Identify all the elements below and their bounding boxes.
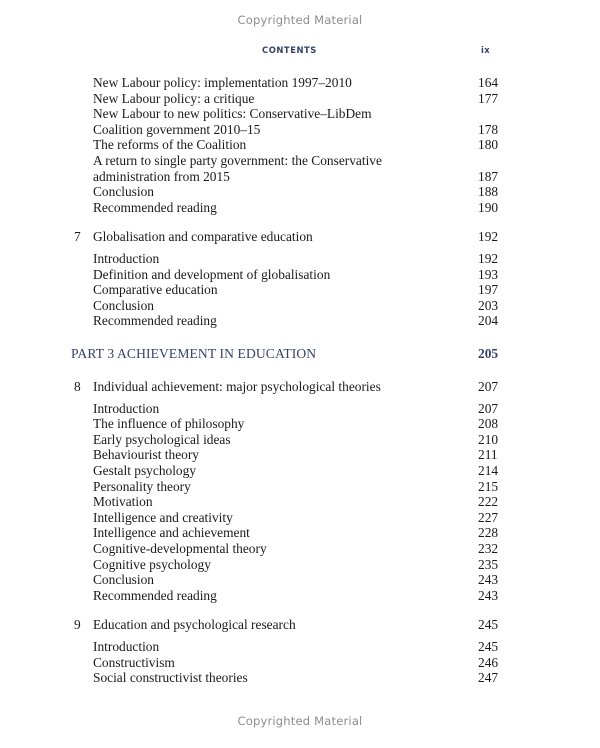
toc-entry-page: 215 — [478, 478, 499, 494]
toc-section-chapter-8 — [0, 379, 600, 604]
toc-entry-page: 204 — [478, 313, 499, 329]
toc-part-title: PART 3 ACHIEVEMENT IN EDUCATION — [71, 345, 317, 361]
toc-entry[interactable] — [0, 267, 600, 283]
toc-entry[interactable] — [0, 184, 600, 200]
toc-part-page: 205 — [478, 345, 499, 361]
part-gap-after — [0, 362, 600, 379]
toc-entry-label: Personality theory — [93, 478, 191, 494]
toc-entry[interactable] — [0, 479, 600, 495]
toc-entry-page: 193 — [478, 266, 499, 282]
toc-entry[interactable] — [0, 525, 600, 541]
toc-entry-label: Gestalt psychology — [93, 462, 197, 478]
toc-entry[interactable] — [0, 447, 600, 463]
toc-entry-page: 210 — [478, 431, 499, 447]
toc-entry[interactable] — [0, 313, 600, 329]
toc-entry[interactable] — [0, 169, 600, 185]
toc-entry-page: 235 — [478, 556, 499, 572]
toc-entry-label: The reforms of the Coalition — [93, 137, 247, 153]
toc-entry-label: New Labour policy: implementation 1997–2010 — [93, 75, 352, 90]
toc-entry[interactable] — [0, 588, 600, 604]
toc-entry-label: Constructivism — [93, 654, 175, 670]
toc-entry-page: 232 — [478, 540, 499, 556]
toc-entry-label: Definition and development of globalisation — [93, 266, 331, 282]
part-gap-before — [0, 329, 600, 346]
toc-chapter-title: Individual achievement: major psychological theories — [93, 378, 381, 394]
toc-entry[interactable] — [0, 510, 600, 526]
toc-entry-page: 245 — [478, 638, 499, 654]
toc-entry-label: Intelligence and creativity — [93, 509, 233, 525]
toc-entry-page: 247 — [478, 670, 499, 686]
toc-entry-page: 180 — [478, 137, 499, 153]
toc-entry[interactable] — [0, 463, 600, 479]
toc-entry[interactable] — [0, 137, 600, 153]
toc-entry-page: 192 — [478, 250, 499, 266]
toc-entry-page: 243 — [478, 572, 499, 588]
toc-chapter-page: 192 — [478, 228, 499, 244]
toc-chapter-number: 8 — [74, 378, 81, 394]
toc-entry[interactable] — [0, 122, 600, 138]
toc-section-chapter-7 — [0, 229, 600, 329]
toc-chapter-heading[interactable] — [0, 617, 600, 633]
toc-entry-label: Introduction — [93, 250, 160, 266]
toc-entry[interactable] — [0, 639, 600, 655]
copyright-watermark-bottom: Copyrighted Material — [237, 714, 363, 728]
toc-entry[interactable] — [0, 200, 600, 216]
toc-entry[interactable] — [0, 432, 600, 448]
toc-chapter-heading[interactable] — [0, 379, 600, 395]
running-head-title: CONTENTS — [262, 45, 317, 55]
copyright-watermark-top: Copyrighted Material — [237, 13, 363, 27]
toc-section-continuation — [0, 75, 600, 215]
toc-entry-label: Conclusion — [93, 184, 155, 200]
toc-chapter-title: Globalisation and comparative education — [93, 228, 313, 244]
toc-entry-page: 164 — [478, 75, 499, 90]
toc-entry[interactable] — [0, 153, 600, 169]
section-gap — [0, 603, 600, 617]
table-of-contents — [0, 75, 600, 686]
toc-chapter-number: 7 — [74, 228, 81, 244]
toc-entry-label: Conclusion — [93, 572, 155, 588]
toc-entry[interactable] — [0, 494, 600, 510]
toc-entry-page: 228 — [478, 525, 499, 541]
toc-entry[interactable] — [0, 670, 600, 686]
toc-entry-label: Social constructivist theories — [93, 670, 248, 686]
toc-entry-page: 246 — [478, 654, 499, 670]
toc-entry-label: New Labour to new politics: Conservative–LibDem — [93, 106, 372, 122]
toc-entry[interactable] — [0, 557, 600, 573]
toc-entry-label: Introduction — [93, 638, 160, 654]
toc-entry[interactable] — [0, 401, 600, 417]
toc-entry-page: 177 — [478, 90, 499, 106]
toc-entry[interactable] — [0, 251, 600, 267]
toc-entry[interactable] — [0, 298, 600, 314]
toc-entry-label: New Labour policy: a critique — [93, 90, 255, 106]
toc-entry-page: 188 — [478, 184, 499, 200]
page-folio: ix — [481, 45, 491, 55]
toc-entry-label: Recommended reading — [93, 313, 217, 329]
toc-entry[interactable] — [0, 541, 600, 557]
toc-entry-page: 207 — [478, 400, 499, 416]
toc-chapter-heading[interactable] — [0, 229, 600, 245]
toc-section-chapter-9 — [0, 617, 600, 686]
toc-entry-label: Coalition government 2010–15 — [93, 121, 261, 137]
toc-chapter-page: 207 — [478, 378, 499, 394]
toc-entry-label: The influence of philosophy — [93, 416, 245, 432]
toc-entry-label: Motivation — [93, 494, 153, 510]
toc-entry-page: 222 — [478, 494, 499, 510]
toc-entry-label: Intelligence and achievement — [93, 525, 250, 541]
toc-entry-label: Comparative education — [93, 282, 218, 298]
toc-entry-label: Cognitive-developmental theory — [93, 540, 267, 556]
toc-entry-label: Conclusion — [93, 297, 155, 313]
toc-chapter-page: 245 — [478, 616, 499, 632]
toc-entry-page: 243 — [478, 587, 499, 603]
toc-chapter-title: Education and psychological research — [93, 616, 296, 632]
toc-entry[interactable] — [0, 91, 600, 107]
running-head — [0, 45, 600, 59]
toc-entry-page: 214 — [478, 462, 499, 478]
toc-entry-label: Recommended reading — [93, 587, 217, 603]
toc-part-heading[interactable] — [0, 346, 600, 362]
toc-entry[interactable] — [0, 416, 600, 432]
toc-entry-label: Recommended reading — [93, 199, 217, 215]
toc-chapter-number: 9 — [74, 616, 81, 632]
toc-entry-page: 187 — [478, 168, 499, 184]
toc-entry-label: administration from 2015 — [93, 168, 230, 184]
toc-entry-page: 197 — [478, 282, 499, 298]
toc-entry-label: Introduction — [93, 400, 160, 416]
toc-entry-page: 178 — [478, 121, 499, 137]
toc-entry[interactable] — [0, 106, 600, 122]
toc-entry[interactable] — [0, 282, 600, 298]
toc-entry-label: A return to single party government: the Conservative — [93, 152, 382, 168]
toc-entry-page: 203 — [478, 297, 499, 313]
toc-entry-label: Cognitive psychology — [93, 556, 211, 572]
toc-entry[interactable] — [0, 655, 600, 671]
toc-entry[interactable] — [0, 75, 600, 91]
toc-entry-page: 227 — [478, 509, 499, 525]
toc-entry-page: 190 — [478, 199, 499, 215]
section-gap — [0, 215, 600, 229]
toc-entry-page: 211 — [478, 447, 498, 463]
toc-entry-page: 208 — [478, 416, 499, 432]
toc-entry-label: Behaviourist theory — [93, 447, 199, 463]
toc-entry[interactable] — [0, 572, 600, 588]
toc-entry-label: Early psychological ideas — [93, 431, 231, 447]
